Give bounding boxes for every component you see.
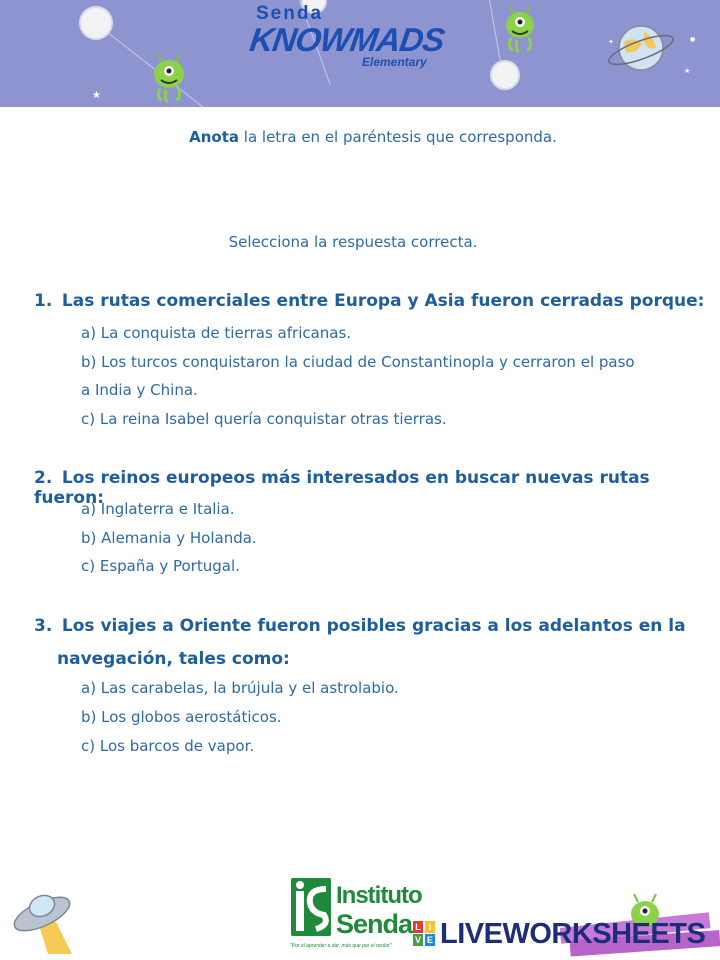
logo-motto: "Por el aprender a dar, más que por el recibir" [290,943,392,949]
moon-icon [79,6,113,40]
option[interactable]: b) Alemania y Holanda. [81,529,257,547]
instruction-text: la letra en el paréntesis que corresponda. [239,128,557,146]
question-text: Los reinos europeos más interesados en buscar nuevas rutas fueron: [34,468,650,508]
question-text: Los viajes a Oriente fueron posibles gracias a los adelantos en la [61,616,686,636]
option[interactable]: b) Los turcos conquistaron la ciudad de Constantinopla y cerraron el paso [81,353,635,371]
option-continuation: a India y China. [81,381,198,399]
alien-icon [500,4,540,54]
option[interactable]: a) Inglaterra e Italia. [81,500,235,518]
option[interactable]: a) Las carabelas, la brújula y el astrolabio. [81,679,399,697]
option[interactable]: c) La reina Isabel quería conquistar otras tierras. [81,410,447,428]
brand-logo [247,3,470,69]
question-text-line2: navegación, tales como: [57,649,290,669]
live-badge-icon: L I V E [414,922,433,945]
watermark[interactable]: LIVEWORKSHEETS [440,918,706,950]
option[interactable]: c) España y Portugal. [81,557,240,575]
option[interactable]: c) Los barcos de vapor. [81,737,255,755]
header-banner [0,0,720,107]
logo-line2: Senda [336,909,413,939]
star-icon: ★ [684,67,691,75]
sub-instruction: Selecciona la respuesta correcta. [228,233,478,251]
question-1 [34,291,704,311]
option[interactable]: a) La conquista de tierras africanas. [81,324,352,342]
question-text: Las rutas comerciales entre Europa y Asia fueron cerradas porque: [61,291,705,311]
ufo-icon [8,888,78,956]
brand-sub: Elementary [362,55,427,69]
moon-icon [490,60,520,90]
star-icon: ✦ [608,38,614,46]
question-3 [34,616,686,636]
instruction-bold: Anota [189,128,240,146]
question-number: 1. [34,291,53,311]
question-number: 3. [34,616,53,636]
star-icon: ★ [92,90,101,101]
instruction [0,128,720,146]
brand-main: KNOWMADS [247,21,447,58]
question-number: 2. [34,468,53,488]
instituto-senda-logo [290,877,430,952]
brand-top: Senda [256,3,324,24]
star-icon: ● [690,36,696,43]
option[interactable]: b) Los globos aerostáticos. [81,708,282,726]
logo-line1: Instituto [336,882,422,909]
senda-emblem-icon [290,877,334,939]
alien-icon [148,52,192,104]
planet-icon [606,18,676,78]
